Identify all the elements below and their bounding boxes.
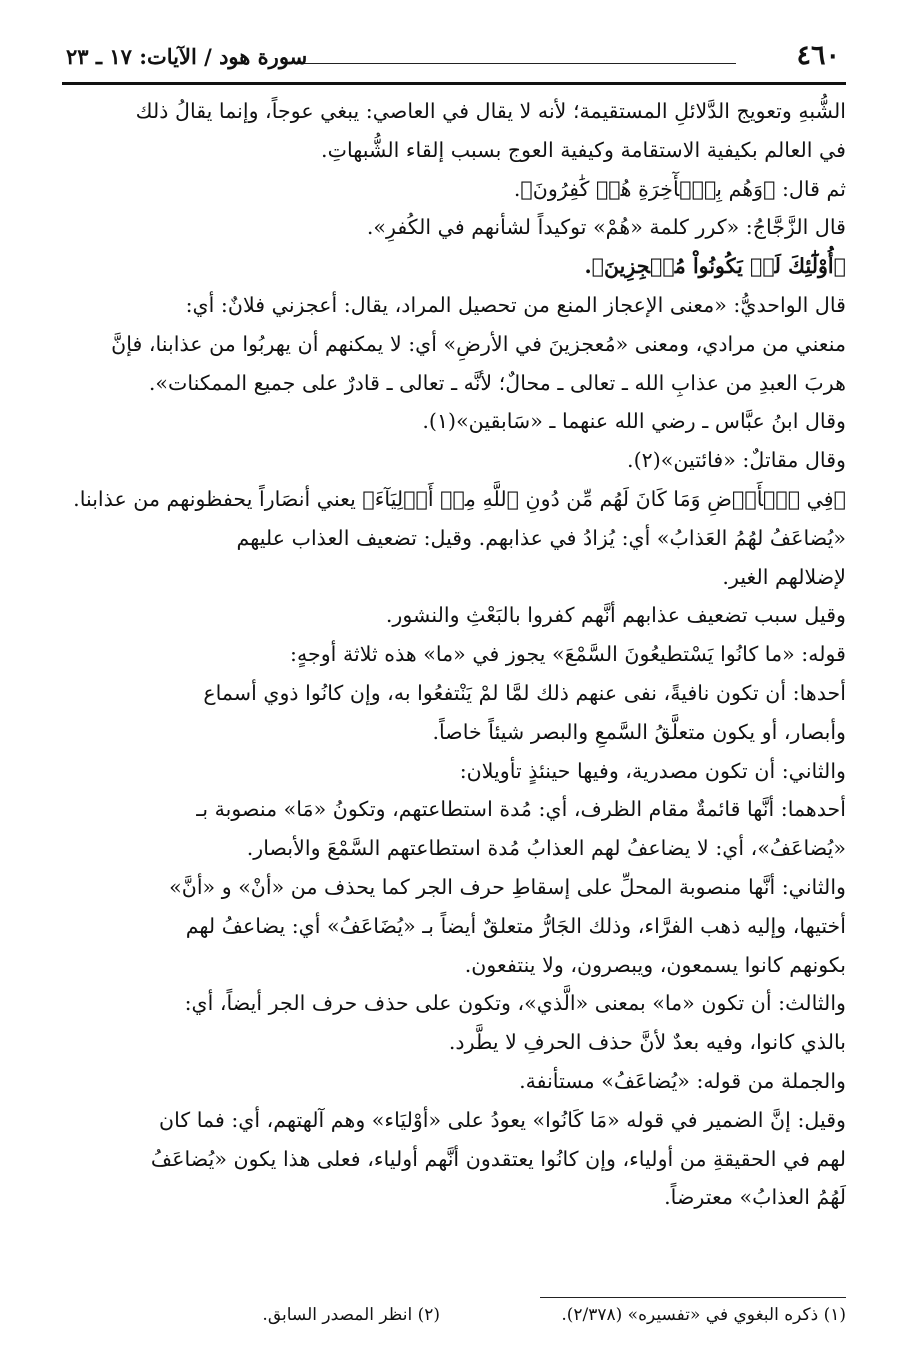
text-line: أحدها: أن تكون نافيةً، نفى عنهم ذلك لمَّا لمْ يَنْتفعُوا به، وإن كانُوا ذوي أسماع [203,680,846,705]
quran-verse: ﴿أُوْلَٰٓئِكَ لَمۡ يَكُونُواْ مُعۡجِزِينَ﴾. [584,254,846,279]
page-number: ٤٦٠ [796,40,840,71]
text-line: أحدهما: أنَّها قائمةٌ مقام الظرف، أي: مُدة استطاعتهم، وتكونُ «مَا» منصوبة بـ [196,797,846,822]
header-divider-short [298,63,736,64]
book-page [62,30,846,1340]
page-body [62,92,846,1217]
text-line: منعني من مرادي، ومعنى «مُعجزينَ في الأرضِ» أي: لا يمكنهم أن يهربُوا من عذابنا، فإنَّ [111,331,846,356]
text-line: وقيل سبب تضعيف عذابهم أنَّهم كفروا بالبَعْثِ والنشور. [385,603,846,628]
text-line: والثاني: أنَّها منصوبة المحلِّ على إسقاطِ حرف الجر كما يحذف من «أنْ» و «أنَّ» [169,874,846,899]
text-line: لهم في الحقيقةِ من أولياء، وإن كانُوا يعتقدون أنَّهم أولياء، فعلى هذا يكون «يُضاعَفُ [150,1146,846,1171]
footnote-1: (١) ذكره البغوي في «تفسيره» (٢/٣٧٨). [561,1305,846,1325]
text-line: وقال مقاتلٌ: «فائتين»(٢). [627,448,846,473]
text-line: هربَ العبدِ من عذابِ الله ـ تعالى ـ محالٌ؛ لأنَّه ـ تعالى ـ قادرٌ على جميع الممكنات». [148,370,846,395]
text-line: بكونهم كانوا يسمعون، ويبصرون، ولا ينتفعون. [464,952,846,977]
header-divider [62,82,846,85]
footnote-2: (٢) انظر المصدر السابق. [262,1305,440,1325]
text-line: بالذي كانوا، وفيه بعدٌ لأنَّ حذف الحرفِ لا يطَّرد. [448,1030,846,1055]
text-line: لإضلالهم الغير. [722,564,846,589]
page-header [62,30,846,82]
text-line: أختيها، وإليه ذهب الفرَّاء، وذلك الجَارُّ متعلقٌ أيضاً بـ «يُضَاعَفُ» أي: يضاعفُ لهم [185,913,846,938]
text-line: «يُضاعَفُ لهُمُ العَذابُ» أي: يُزادُ في عذابهم. وقيل: تضعيف العذاب عليهم [236,525,846,550]
text-line: لَهُمُ العذابُ» معترضاً. [664,1185,846,1210]
footnote-divider [540,1297,846,1298]
text-line: قال الزَّجَّاجُ: «كرر كلمة «هُمْ» توكيداً لشأنهم في الكُفرِ». [366,215,846,240]
text-line: قوله: «ما كانُوا يَسْتطيعُونَ السَّمْعَ» يجوز في «ما» هذه ثلاثة أوجهٍ: [290,642,846,667]
text-line: وقيل: إنَّ الضمير في قوله «مَا كَانُوا» يعودُ على «أوْليَاء» وهم آلهتهم، أي: فما كان [159,1107,846,1132]
text-line: «يُضاعَفُ»، أي: لا يضاعفُ لهم العذابُ مُدة استطاعتهم السَّمْعَ والأبصار. [246,836,846,861]
text-line: وقال ابنُ عبَّاس ـ رضي الله عنهما ـ «سَابقين»(١). [422,409,846,434]
text-line: في العالم بكيفية الاستقامة وكيفية العوج بسبب إلقاء الشُّبهاتِ. [321,137,846,162]
text-line: والثاني: أن تكون مصدرية، وفيها حينئذٍ تأويلان: [459,758,846,783]
running-title: سورة هود / الآيات: ١٧ ـ ٢٣ [66,44,308,69]
text-line: ﴿فِي ٱلۡأَرۡضِ وَمَا كَانَ لَهُم مِّن دُونِ ٱللَّهِ مِنۡ أَوۡلِيَآءَ﴾ يعني أنصَاراً يحفظونهم من عذابنا. [73,486,846,511]
text-line: الشُّبهِ وتعويج الدَّلائلِ المستقيمة؛ لأنه لا يقال في العاصي: يبغي عوجاً، وإنما يقالُ ذلك [135,99,846,123]
text-line: ثم قال: ﴿وَهُم بِٱلۡأٓخِرَةِ هُمۡ كَٰفِرُونَ﴾. [513,176,846,201]
text-line: والثالث: أن تكون «ما» بمعنى «الَّذي»، وتكون على حذف حرف الجر أيضاً، أي: [184,991,846,1016]
text-line: وأبصار، أو يكون متعلَّقُ السَّمعِ والبصر شيئاً خاصاً. [432,719,846,744]
footnotes [62,1305,846,1335]
text-line: والجملة من قوله: «يُضاعَفُ» مستأنفة. [519,1068,846,1093]
text-line: قال الواحديُّ: «معنى الإعجاز المنع من تحصيل المراد، يقال: أعجزني فلانٌ: أي: [185,292,846,317]
